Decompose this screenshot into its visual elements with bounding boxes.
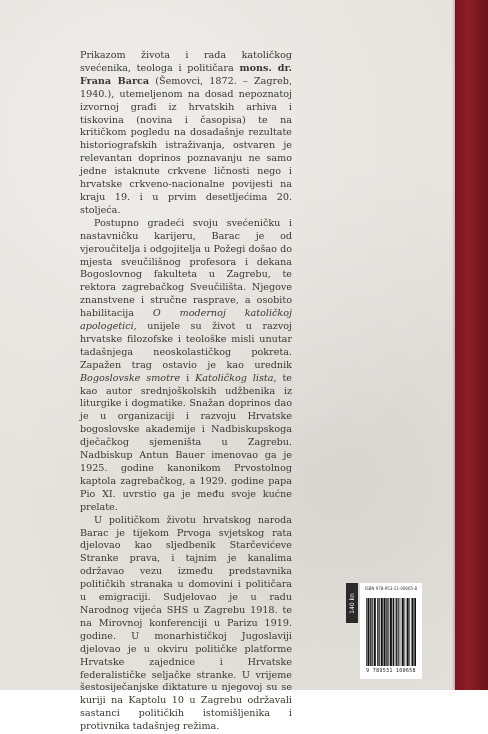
barcode-bar	[388, 598, 389, 666]
text-segment: Prikazom života i rada katoličkog svećenika, teologa i političara	[80, 50, 292, 74]
barcode-bar	[379, 598, 380, 666]
barcode-bar	[409, 598, 410, 666]
text-segment: Postupno gradeći svoju svećeničku i nastavničku karijeru, Barac je od vjeroučitelja i odgojitelja u Požegi došao do mjesta sveučilišnog profesora i dekana Bogoslovnog fakulteta u Zagrebu, te rektora zagrebačkog Sveučilišta. Njegove znanstvene i stručne rasprave, a osobito habilitacija	[80, 217, 292, 320]
text-segment: i	[180, 372, 196, 384]
barcode-bar	[395, 598, 396, 666]
text-segment: (Šemovci, 1872. – Zagreb, 1940.), utemeljenom na dosad nepoznatoj izvornoj građi iz hrvatskih arhiva i tiskovina (novina i časopisa) te na kritičkom pogledu na dosadašnje rezultate historiografskih istraživanja, ostvaren je relevantan doprinos poznavanju ne samo jedne istaknute crkvene ličnosti nego i hrvatske crkveno-nacionalne povijesti na kraju 19. i u prvim desetljećima 20. stoljeća.	[80, 75, 292, 216]
barcode-bar	[384, 598, 386, 666]
price-text: 140 kn	[348, 592, 356, 614]
price-label	[346, 583, 358, 623]
barcode-bar	[405, 598, 406, 666]
paragraph	[80, 50, 292, 218]
barcode-bar	[386, 598, 387, 666]
barcode-bar	[402, 598, 404, 666]
barcode-image	[366, 598, 416, 666]
barcode-bar	[412, 598, 414, 666]
text-segment: U političkom životu hrvatskog naroda Barac je tijekom Prvoga svjetskog rata djelovao kao sljedbenik Starčevićeve Stranke prava, i tajnim je kanalima održavao vezu između predstavnika političkih stranaka u domovini i političara u emigraciji. Sudjelovao je u radu Narodnog vijeća SHS u Zagrebu 1918. te na Mirovnoj konferenciji u Parizu 1919. godine. U monarhističkoj Jugoslaviji djelovao je u okviru političke platforme Hrvatske zajednice i Hrvatske federalističke seljačke stranke. U vrijeme šestosiječanjske diktature u njegovoj su se kuriji na Kaptolu 10 u Zagrebu održavali sastanci političkih istomišljenika i protivnika tadašnjeg režima.	[80, 514, 292, 733]
italic-title: O modernoj katoličkoj apologetici	[80, 308, 292, 333]
barcode-bar	[367, 598, 369, 666]
barcode-bar	[398, 598, 399, 666]
barcode-bar	[366, 598, 367, 666]
barcode-bar	[407, 598, 409, 666]
barcode-bar	[396, 598, 397, 666]
paragraph	[80, 515, 292, 734]
barcode-bar	[414, 598, 416, 666]
barcode-digits: 9 789531 100658	[366, 668, 416, 674]
barcode-bar	[400, 598, 401, 666]
barcode-bar	[370, 598, 371, 666]
barcode-bar	[381, 598, 383, 666]
barcode-bar	[377, 598, 378, 666]
bold-text: mons. dr. Frana Barca	[80, 62, 293, 87]
italic-title: Katoličkog lista	[195, 372, 274, 384]
barcode-bar	[393, 598, 394, 666]
barcode-bar	[390, 598, 392, 666]
barcode-bar	[374, 598, 376, 666]
text-segment: , unijele su život u razvoj hrvatske filozofske i teološke misli unutar tadašnjega neoskolastičkog pokreta. Zapažen trag ostavio je kao urednik	[80, 321, 292, 371]
blurb-text	[80, 50, 292, 734]
text-segment: , te kao autor srednjoškolskih udžbenika iz liturgike i dogmatike. Snažan doprinos dao je u organizaciji i razvoju Hrvatske bogoslovske akademije i Nadbiskupskoga dječačkog sjemeništa u Zagrebu. Nadbiskup Antun Bauer imenovao ga je 1925. godine kanonikom Prvostolnog kaptola zagrebačkog, a 1929. godine papa Pio XI. uvrstio ga je među svoje kućne prelate.	[80, 372, 292, 513]
red-cover-edge	[455, 0, 488, 690]
isbn-number: ISBN 978-953-11-00665-8	[364, 586, 418, 591]
barcode-bar	[372, 598, 373, 666]
paragraph	[80, 218, 292, 515]
italic-title: Bogoslovske smotre	[80, 372, 181, 384]
